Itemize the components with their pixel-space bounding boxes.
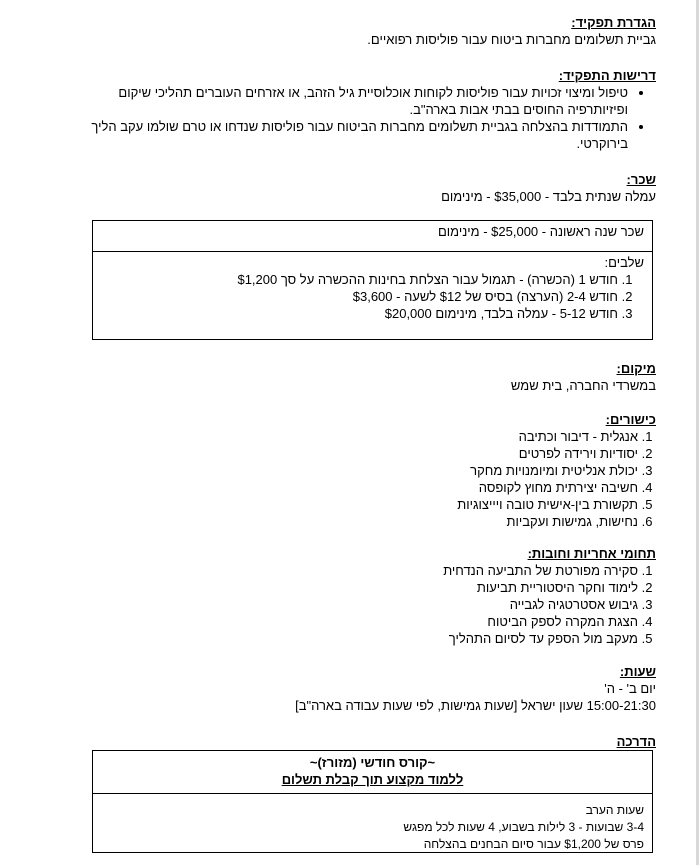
- location-section: [86, 360, 656, 394]
- training-section: [86, 733, 656, 750]
- skill-item: 3. יכולת אנליטית ומיומנויות מחקר: [86, 462, 638, 479]
- training-heading: הדרכה: [616, 734, 656, 749]
- responsibilities-heading: תחומי אחריות וחובות:: [527, 546, 656, 561]
- requirements-heading: דרישות התפקיד:: [558, 68, 656, 83]
- course-schedule: 3-4 שבועות - 3 לילות בשבוע, 4 שעות לכל מפגש: [403, 820, 644, 834]
- responsibilities-list: [86, 562, 656, 647]
- skill-item: 6. נחישות, גמישות ועקביות: [86, 513, 638, 530]
- skills-section: [86, 411, 656, 530]
- requirements-section: [86, 67, 656, 152]
- location-text: במשרדי החברה, בית שמש: [510, 378, 656, 393]
- course-prize: פרס של $1,200 עבור סיום הבחנים בהצלחה: [423, 837, 644, 851]
- salary-heading: שכר:: [626, 172, 656, 187]
- course-header: [93, 751, 652, 794]
- skills-list: [86, 428, 656, 530]
- requirement-item: • התמודדות בהצלחה בגביית תשלומים מחברות הביטוח עבור פוליסות שנדחו או טרם שולמו עקב הליך בירוקרטי.: [86, 118, 628, 152]
- stages-label: שלבים:: [604, 255, 644, 270]
- role-text: גביית תשלומים מחברות ביטוח עבור פוליסות רפואיים.: [367, 32, 656, 47]
- hours-section: [86, 663, 656, 714]
- salary-stages: [93, 252, 652, 324]
- stage-item: 1. חודש 1 (הכשרה) - תגמול עבור הצלחת בחינות ההכשרה על סך $1,200: [101, 271, 618, 288]
- role-section: [86, 14, 656, 48]
- stage-item: 2. חודש 2-4 (הערצה) בסיס של $12 לשעה - $3,600: [101, 288, 618, 305]
- responsibility-item: 1. סקירה מפורטת של התביעה הנדחית: [86, 562, 638, 579]
- hours-days: יום ב' - ה': [604, 681, 656, 696]
- salary-box: [92, 220, 653, 340]
- skill-item: 4. חשיבה יצירתית מחוץ לקופסה: [86, 479, 638, 496]
- skill-item: 5. תקשורת בין-אישית טובה ויייצוגיות: [86, 496, 638, 513]
- role-heading: הגדרת תפקיד:: [571, 15, 656, 30]
- location-heading: מיקום:: [616, 361, 656, 376]
- salary-section: [86, 171, 656, 205]
- salary-text: עמלה שנתית בלבד - $35,000 - מינימום: [441, 189, 656, 204]
- hours-time: 15:00-21:30 שעון ישראל [שעות גמישות, לפי שעות עבודה בארה"ב]: [295, 698, 656, 713]
- requirements-list: [86, 84, 656, 152]
- first-year-salary: שכר שנה ראשונה - $25,000 - מינימום: [93, 221, 652, 252]
- skill-item: 2. יסודיות וירידה לפרטים: [86, 445, 638, 462]
- responsibilities-section: [86, 545, 656, 647]
- requirement-item: • טיפול ומיצוי זכויות עבור פוליסות לקוחות אוכלוסיית גיל הזהב, או אזרחים העוברים תהליכי שיקום ופיזיותרפיה החוסים בבתי אבות בארה"ב.: [86, 84, 628, 118]
- evening-label: שעות הערב: [585, 803, 644, 817]
- responsibility-item: 2. לימוד וחקר היסטוריית תביעות: [86, 579, 638, 596]
- course-subtitle: ללמוד מקצוע תוך קבלת תשלום: [281, 772, 464, 787]
- responsibility-item: 4. הצגת המקרה לספק הביטוח: [86, 613, 638, 630]
- responsibility-item: 5. מעקב מול הספק עד לסיום התהליך: [86, 630, 638, 647]
- skill-item: 1. אנגלית - דיבור וכתיבה: [86, 428, 638, 445]
- stages-list: [101, 271, 644, 322]
- training-box: [92, 750, 653, 853]
- stage-item: 3. חודש 5-12 - עמלה בלבד, מינימום $20,000: [101, 305, 618, 322]
- hours-heading: שעות:: [619, 664, 656, 679]
- skills-heading: כישורים:: [605, 412, 656, 427]
- course-details: [93, 794, 652, 855]
- course-title: ~קורס חודשי (מזורז)~: [309, 755, 436, 770]
- responsibility-item: 3. גיבוש אסטרטגיה לגבייה: [86, 596, 638, 613]
